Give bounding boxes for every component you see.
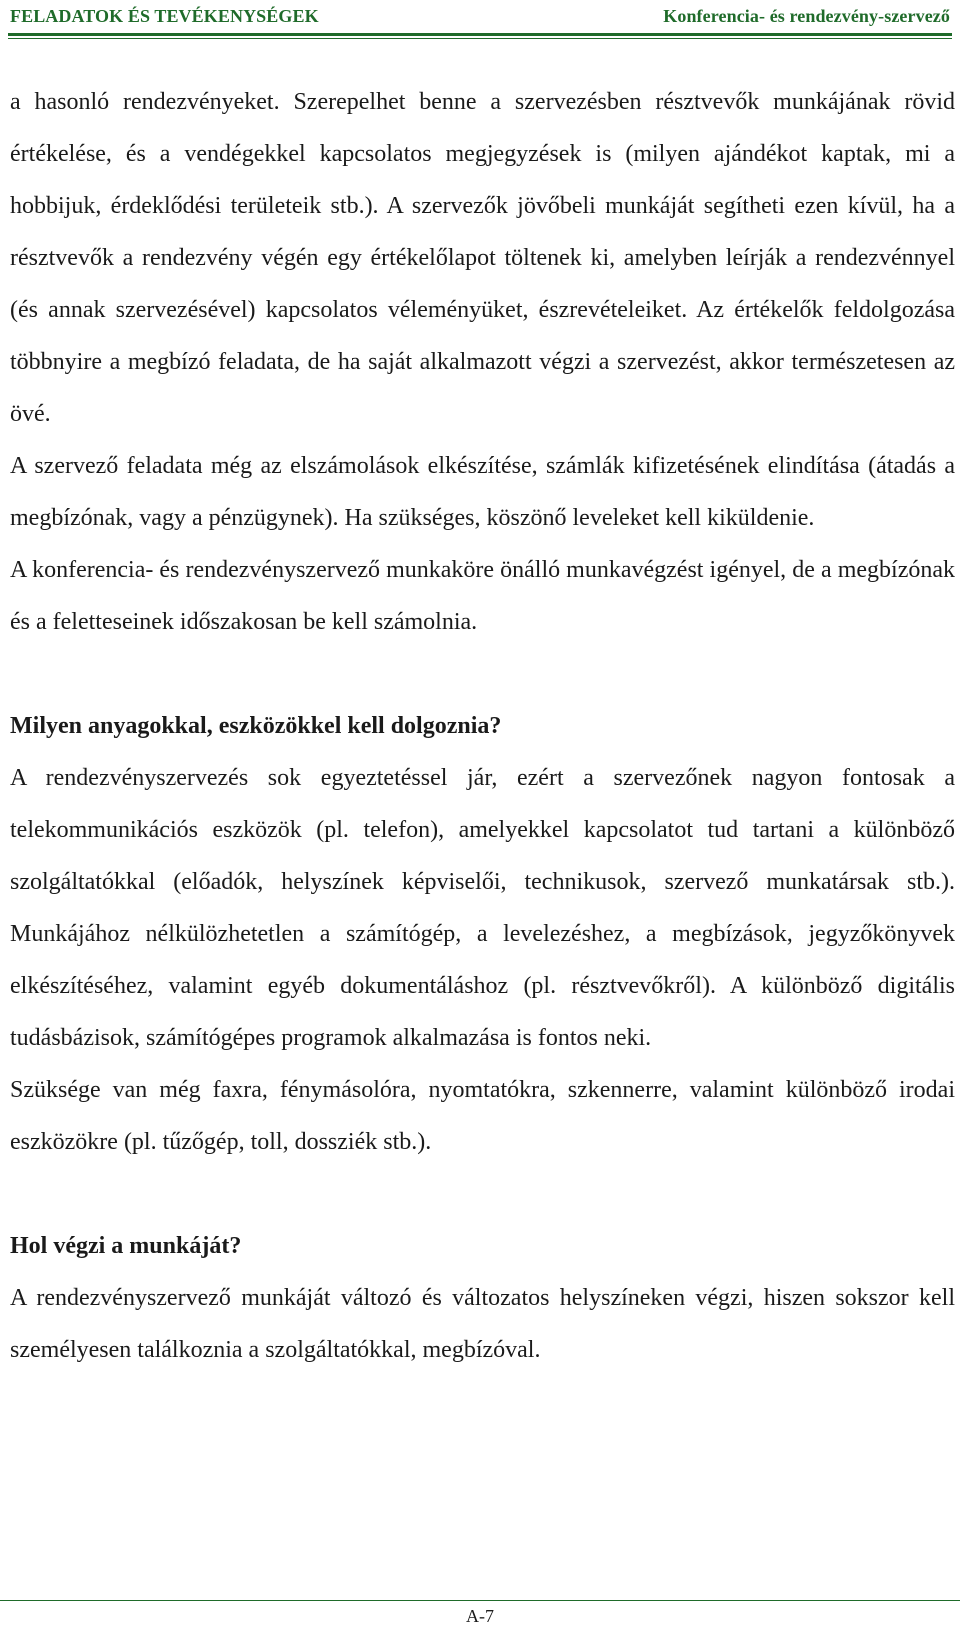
header-document-title: Konferencia- és rendezvény-szervező [663,6,950,26]
spacer [10,1168,955,1220]
heading-tools: Milyen anyagokkal, eszközökkel kell dolgoznia? [10,713,502,739]
spacer [10,648,955,700]
header-divider [8,33,952,36]
main-content [10,76,955,1376]
header-divider-thin [8,38,952,39]
footer-divider [0,1600,960,1601]
heading-workplace: Hol végzi a munkáját? [10,1233,242,1259]
page-footer [0,1600,960,1626]
page-header [8,0,952,40]
paragraph-independence: A konferencia- és rendezvényszervező munkaköre önálló munkavégzést igényel, de a megbízónak és a feletteseinek időszakosan be kell számolnia. [10,557,955,635]
paragraph-evaluation: a hasonló rendezvényeket. Szerepelhet benne a szervezésben résztvevők munkájának rövid értékelése, és a vendégekkel kapcsolatos megjegyzések is (milyen ajándékot kaptak, mi a hobbijuk, érdeklődési területeik stb.). A szervezők jövőbeli munkáját segítheti ezen kívül, ha a résztvevők a rendezvény végén egy értékelőlapot töltenek ki, amelyben leírják a rendezvénnyel (és annak szervezésével) kapcsolatos véleményüket, észrevételeiket. Az értékelők feldolgozása többnyire a megbízó feladata, de ha saját alkalmazott végzi a szervezést, akkor természetesen az övé. [10,89,955,427]
header-section-title: FELADATOK ÉS TEVÉKENYSÉGEK [10,6,319,26]
paragraph-accounting: A szervező feladata még az elszámolások elkészítése, számlák kifizetésének elindítása (átadás a megbízónak, vagy a pénzügynek). Ha szükséges, köszönő leveleket kell kiküldenie. [10,453,955,531]
page-number: A-7 [466,1606,494,1626]
paragraph-telecom-tools: A rendezvényszervezés sok egyeztetéssel jár, ezért a szervezőnek nagyon fontosak a telekommunikációs eszközök (pl. telefon), amelyekkel kapcsolatot tud tartani a különböző szolgáltatókkal (előadók, helyszínek képviselői, technikusok, szervező munkatársak stb.). Munkájához nélkülözhetetlen a számítógép, a levelezéshez, a megbízások, jegyzőkönyvek elkészítéséhez, valamint egyéb dokumentáláshoz (pl. résztvevőkről). A különböző digitális tudásbázisok, számítógépes programok alkalmazása is fontos neki. [10,765,955,1051]
paragraph-office-equipment: Szüksége van még faxra, fénymásolóra, nyomtatókra, szkennerre, valamint különböző irodai eszközökre (pl. tűzőgép, toll, dossziék stb.). [10,1077,955,1155]
paragraph-locations: A rendezvényszervező munkáját változó és változatos helyszíneken végzi, hiszen sokszor kell személyesen találkoznia a szolgáltatókkal, megbízóval. [10,1285,955,1363]
